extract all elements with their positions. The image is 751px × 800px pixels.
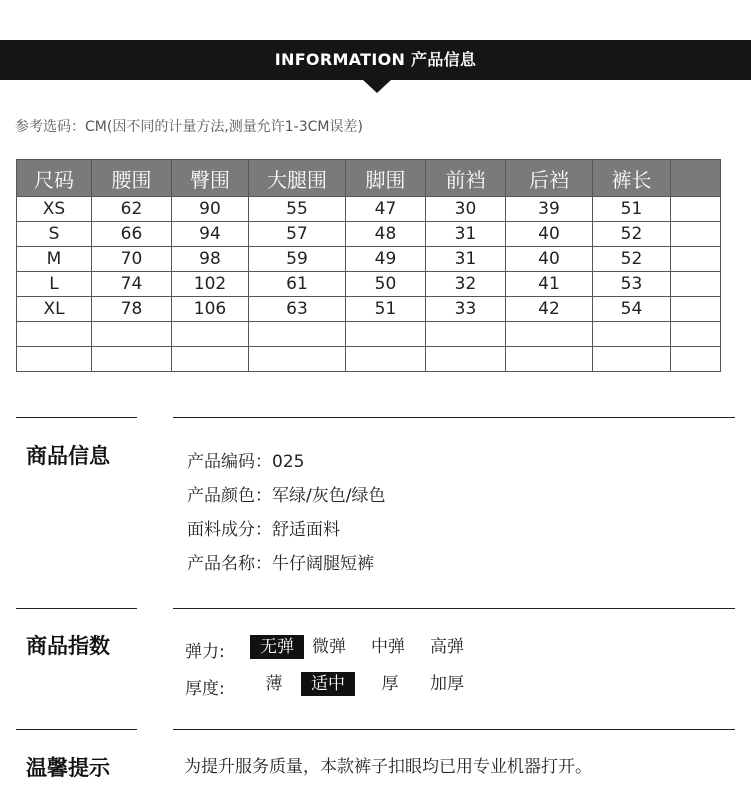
table-cell: 94 (172, 222, 249, 247)
table-cell: 53 (593, 272, 671, 297)
table-cell: 78 (92, 297, 172, 322)
thickness-option-extra-thick: 加厚 (430, 674, 464, 694)
table-cell: 61 (249, 272, 346, 297)
table-cell (172, 347, 249, 372)
elasticity-option-slight: 微弹 (312, 637, 346, 657)
size-table-header-row (17, 160, 721, 197)
table-row (17, 247, 721, 272)
table-cell: 40 (506, 222, 593, 247)
product-index-title: 商品指数 (26, 634, 110, 658)
table-cell: 48 (346, 222, 426, 247)
table-cell (92, 347, 172, 372)
reminder-title: 温馨提示 (26, 756, 110, 780)
section-divider-right (173, 417, 735, 418)
product-fabric-value: 舒适面料 (272, 520, 340, 540)
table-cell: 70 (92, 247, 172, 272)
table-row (17, 347, 721, 372)
table-row (17, 297, 721, 322)
thickness-option-medium: 适中 (301, 672, 355, 696)
table-row (17, 197, 721, 222)
table-cell: 74 (92, 272, 172, 297)
header-hip: 臀围 (172, 160, 249, 197)
header-back-rise: 后裆 (506, 160, 593, 197)
elasticity-option-none: 无弹 (250, 635, 304, 659)
table-cell: 102 (172, 272, 249, 297)
header-thigh: 大腿围 (249, 160, 346, 197)
table-cell: 54 (593, 297, 671, 322)
table-cell (346, 347, 426, 372)
header-size: 尺码 (17, 160, 92, 197)
table-cell (92, 322, 172, 347)
table-cell: 51 (346, 297, 426, 322)
table-cell: M (17, 247, 92, 272)
table-cell (671, 322, 721, 347)
section-divider-left (16, 608, 137, 609)
table-cell: 40 (506, 247, 593, 272)
header-front-rise: 前裆 (426, 160, 506, 197)
elasticity-option-medium: 中弹 (371, 637, 405, 657)
table-cell (172, 322, 249, 347)
table-cell (426, 347, 506, 372)
table-cell (17, 322, 92, 347)
product-fabric-label: 面料成分： (187, 520, 272, 540)
table-cell (671, 197, 721, 222)
section-divider-left (16, 417, 137, 418)
size-table (16, 159, 721, 372)
header-empty (671, 160, 721, 197)
table-cell: 41 (506, 272, 593, 297)
table-cell: S (17, 222, 92, 247)
product-name-label: 产品名称： (187, 554, 272, 574)
table-cell (593, 322, 671, 347)
table-cell (506, 322, 593, 347)
table-cell: 47 (346, 197, 426, 222)
table-cell (249, 322, 346, 347)
header-length: 裤长 (593, 160, 671, 197)
table-cell: 106 (172, 297, 249, 322)
product-name-row (187, 549, 374, 574)
section-divider-right (173, 608, 735, 609)
table-cell: 52 (593, 222, 671, 247)
table-cell: 51 (593, 197, 671, 222)
product-color-value: 军绿/灰色/绿色 (272, 486, 386, 506)
table-cell (593, 347, 671, 372)
product-info-title: 商品信息 (26, 444, 110, 468)
table-cell (249, 347, 346, 372)
table-cell: 32 (426, 272, 506, 297)
table-cell: XS (17, 197, 92, 222)
table-cell: 42 (506, 297, 593, 322)
table-cell: 49 (346, 247, 426, 272)
table-cell: 57 (249, 222, 346, 247)
table-cell: 52 (593, 247, 671, 272)
table-cell: 66 (92, 222, 172, 247)
product-code-label: 产品编码： (187, 452, 272, 472)
elasticity-label: 弹力: (185, 642, 225, 662)
info-banner (0, 40, 751, 80)
table-cell (671, 272, 721, 297)
table-cell: 62 (92, 197, 172, 222)
product-code-value: 025 (272, 452, 305, 472)
table-cell: L (17, 272, 92, 297)
table-cell: 63 (249, 297, 346, 322)
thickness-option-thick: 厚 (381, 674, 399, 694)
product-code-row (187, 447, 304, 472)
header-leg-opening: 脚围 (346, 160, 426, 197)
table-cell: 90 (172, 197, 249, 222)
thickness-option-thin: 薄 (265, 674, 283, 694)
banner-arrow-icon (363, 80, 391, 93)
table-cell: 30 (426, 197, 506, 222)
table-cell (671, 297, 721, 322)
section-divider-left (16, 729, 137, 730)
table-cell: 59 (249, 247, 346, 272)
table-cell: 50 (346, 272, 426, 297)
table-cell: 55 (249, 197, 346, 222)
table-row (17, 322, 721, 347)
size-reference-note: 参考选码：CM(因不同的计量方法,测量允许1-3CM误差) (15, 119, 363, 135)
table-cell (671, 222, 721, 247)
table-cell (346, 322, 426, 347)
table-cell: 33 (426, 297, 506, 322)
elasticity-option-high: 高弹 (430, 637, 464, 657)
table-cell (671, 247, 721, 272)
table-cell (506, 347, 593, 372)
table-cell (671, 347, 721, 372)
product-fabric-row (187, 515, 340, 540)
table-row (17, 222, 721, 247)
table-cell (17, 347, 92, 372)
table-cell: 31 (426, 222, 506, 247)
thickness-label: 厚度: (185, 679, 225, 699)
product-color-row (187, 481, 385, 506)
table-row (17, 272, 721, 297)
table-cell: XL (17, 297, 92, 322)
product-color-label: 产品颜色： (187, 486, 272, 506)
header-waist: 腰围 (92, 160, 172, 197)
table-cell (426, 322, 506, 347)
section-divider-right (173, 729, 735, 730)
product-name-value: 牛仔阔腿短裤 (272, 554, 374, 574)
banner-title: INFORMATION 产品信息 (274, 50, 477, 69)
table-cell: 31 (426, 247, 506, 272)
table-cell: 39 (506, 197, 593, 222)
reminder-text: 为提升服务质量，本款裤子扣眼均已用专业机器打开。 (184, 757, 592, 777)
table-cell: 98 (172, 247, 249, 272)
